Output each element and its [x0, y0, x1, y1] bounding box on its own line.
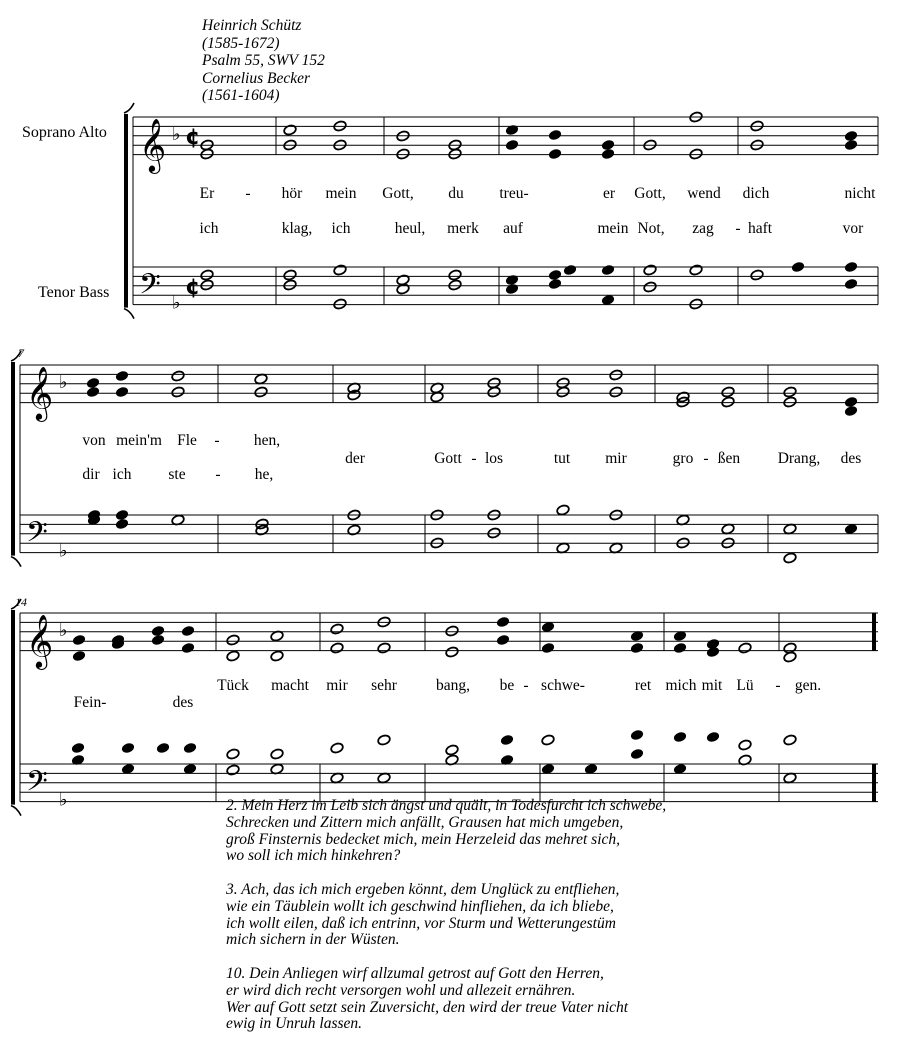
note-head [556, 386, 570, 398]
note-head [548, 129, 562, 141]
note-head [541, 642, 555, 654]
additional-verses [226, 798, 666, 1050]
note-head [783, 396, 797, 408]
verse-line: ewig in Unruh lassen. [226, 1015, 363, 1033]
note-head [643, 264, 657, 276]
composer-dates: (1585-1672) [202, 34, 280, 52]
note-head [844, 278, 858, 290]
note-head [445, 744, 459, 756]
note-head [738, 739, 752, 751]
note-head [121, 742, 135, 754]
note-head [844, 261, 858, 273]
voice-label-lower: Tenor Bass [38, 284, 110, 301]
lyric: der [345, 450, 365, 467]
bass-clef: 𝄢 [26, 516, 48, 557]
note-head [487, 386, 501, 398]
lyric: Gott, [634, 185, 666, 202]
note-head [226, 748, 240, 760]
note-head [844, 130, 858, 142]
note-head [601, 139, 615, 151]
treble-clef: 𝄞 [26, 613, 54, 668]
bass-clef: 𝄢 [26, 765, 48, 806]
note-head [448, 279, 462, 291]
note-head [706, 731, 720, 743]
note-head [71, 742, 85, 754]
note-head [496, 616, 510, 628]
note-head [445, 646, 459, 658]
lyric: gro [672, 450, 694, 467]
lyric: Fle [177, 432, 197, 449]
flat-key-signature: ♭ [59, 789, 68, 811]
note-head [396, 148, 410, 160]
lyric: ich [199, 220, 219, 237]
verse-line: mich sichern in der Wüsten. [226, 931, 400, 949]
note-head [115, 386, 129, 398]
lyric: mein [325, 185, 357, 202]
note-head [115, 509, 129, 521]
note-head [601, 264, 615, 276]
note-head [496, 634, 510, 646]
bracket-cap [124, 309, 134, 319]
time-signature: ¢ [185, 125, 201, 151]
lyric: von [82, 432, 106, 449]
note-head [115, 370, 129, 382]
lyric: auf [503, 220, 523, 237]
note-head [330, 742, 344, 754]
verse-2 [226, 798, 666, 865]
lyric: ich [112, 466, 132, 483]
lyric: mit [701, 677, 723, 694]
lyric: nicht [844, 185, 876, 202]
note-head [673, 642, 687, 654]
note-head [630, 729, 644, 741]
note-head [283, 269, 297, 281]
lyric: Fein- [73, 694, 107, 711]
lyric: ret [634, 677, 652, 694]
note-head [643, 281, 657, 293]
note-head [505, 139, 519, 151]
note-head [151, 625, 165, 637]
flat-key-signature: ♭ [172, 123, 181, 145]
note-head [505, 274, 519, 286]
note-head [270, 748, 284, 760]
verse-line: groß Finsternis bedecket mich, mein Herzeleid das mehret sich, [226, 830, 621, 848]
note-head [86, 386, 100, 398]
note-head [183, 742, 197, 754]
time-signature: ¢ [185, 275, 201, 301]
lyric: treu- [499, 185, 529, 202]
verse-line: wie ein Täublein wollt ich geschwind hinfliehen, da ich bliebe, [226, 897, 614, 915]
note-head [844, 396, 858, 408]
note-head [738, 642, 752, 654]
lyric: Gott, [382, 185, 414, 202]
note-head [283, 279, 297, 291]
note-head [226, 764, 240, 776]
note-head [72, 650, 86, 662]
lyric: sehr [371, 677, 397, 694]
note-head [200, 279, 214, 291]
lyric: er [602, 185, 616, 202]
note-head [556, 504, 570, 516]
note-head [226, 650, 240, 662]
poet-name: Cornelius Becker [202, 69, 311, 87]
note-head [783, 734, 797, 746]
lyric: Lü [736, 677, 754, 694]
note-head [689, 264, 703, 276]
lyric: mir [605, 450, 627, 467]
note-head [487, 527, 501, 539]
lyric: schwe- [541, 677, 585, 694]
lyric: ich [331, 220, 351, 237]
note-head [181, 625, 195, 637]
verse-line: er wird dich recht versorgen wohl und allezeit ernähren. [226, 981, 576, 999]
lyric: ßen [717, 450, 741, 467]
note-head [630, 748, 644, 760]
note-head [181, 642, 195, 654]
note-head [377, 734, 391, 746]
lyric: haft [747, 220, 773, 237]
lyric: vor [842, 220, 864, 237]
lyric: dich [742, 185, 770, 202]
flat-key-signature: ♭ [59, 540, 68, 562]
note-head [505, 283, 519, 295]
bracket-cap [11, 557, 21, 567]
note-head [505, 124, 519, 136]
note-head [445, 625, 459, 637]
note-head [673, 731, 687, 743]
lyric: be [499, 677, 515, 694]
verse-line: Schrecken und Zittern mich anfällt, Grausen hat mich umgeben, [226, 813, 624, 831]
note-head [563, 264, 577, 276]
note-head [721, 386, 735, 398]
lyric: wend [687, 185, 721, 202]
note-head [151, 634, 165, 646]
note-head [750, 269, 764, 281]
note-head [630, 642, 644, 654]
lyric: ste [168, 466, 186, 483]
work-title: Psalm 55, SWV 152 [202, 52, 325, 70]
lyric: Gott [434, 450, 462, 467]
note-head [548, 278, 562, 290]
lyric: gen. [794, 677, 822, 694]
note-head [448, 269, 462, 281]
note-head [86, 377, 100, 389]
lyric: mein [597, 220, 629, 237]
verse-line: 3. Ach, das ich mich ergeben könnt, dem Unglück zu entfliehen, [226, 880, 620, 898]
note-head [609, 386, 623, 398]
measure-number-14: 14 [15, 595, 27, 609]
lyric: macht [271, 677, 309, 694]
note-head [171, 386, 185, 398]
flat-key-signature: ♭ [59, 371, 68, 393]
note-head [609, 369, 623, 381]
lyric-hyphen: - [703, 450, 709, 467]
lyric: des [172, 694, 194, 711]
verse-line: Wer auf Gott setzt sein Zuversicht, den wird der treue Vater nicht [226, 998, 629, 1016]
lyric: klag, [281, 220, 313, 237]
bracket-cap [11, 806, 21, 816]
lyric: dir [82, 466, 100, 483]
note-head [226, 634, 240, 646]
lyric: hen, [253, 432, 281, 449]
note-head [791, 261, 805, 273]
note-head [156, 742, 170, 754]
lyric: tut [553, 450, 571, 467]
note-head [396, 283, 410, 295]
measure-number-7: 7 [18, 346, 24, 360]
lyric-hyphen: - [735, 220, 741, 237]
note-head [689, 298, 703, 310]
lyric: heul, [394, 220, 426, 237]
lyric: merk [447, 220, 479, 237]
note-head [783, 386, 797, 398]
lyric-hyphen: - [775, 677, 781, 694]
note-head [601, 148, 615, 160]
lyric: mir [326, 677, 348, 694]
note-head [270, 650, 284, 662]
verse-line: wo soll ich mich hinkehren? [226, 847, 401, 865]
verse-line: 10. Dein Anliegen wirf allzumal getrost auf Gott den Herren, [226, 964, 604, 982]
composer-name: Heinrich Schütz [202, 17, 302, 34]
lyric: Er [199, 185, 215, 202]
lyric-hyphen: - [214, 432, 220, 449]
lyric: Not, [637, 220, 665, 237]
lyric: zag [692, 220, 714, 237]
lyric: Tück [217, 677, 249, 694]
verse-line: 2. Mein Herz im Leib sich ängst und quält, in Todesfurcht ich schwebe, [226, 797, 667, 814]
note-head [330, 642, 344, 654]
lyric: hör [281, 185, 303, 202]
note-head [333, 298, 347, 310]
lyric: des [840, 450, 862, 467]
note-head [377, 642, 391, 654]
note-head [171, 370, 185, 382]
note-head [721, 396, 735, 408]
note-head [115, 518, 129, 530]
note-head [706, 646, 720, 658]
treble-clef: 𝄞 [26, 365, 54, 420]
verse-10 [226, 966, 666, 1033]
note-head [689, 148, 703, 160]
voice-label-upper: Soprano Alto [22, 124, 107, 141]
note-head [541, 734, 555, 746]
note-head [200, 148, 214, 160]
lyric: bang, [435, 677, 471, 694]
note-head [448, 148, 462, 160]
note-head [254, 386, 268, 398]
note-head [548, 269, 562, 281]
note-head [200, 269, 214, 281]
lyric: Drang, [777, 450, 821, 467]
lyric-hyphen: - [523, 677, 529, 694]
bracket-cap [124, 103, 134, 113]
verse-line: ich wollt eilen, daß ich entrinn, vor Sturm und Wetterungestüm [226, 914, 616, 932]
note-head [333, 264, 347, 276]
lyric: he, [254, 466, 274, 483]
verse-3 [226, 882, 666, 949]
bracket-cap [11, 599, 21, 609]
bass-clef: 𝄢 [139, 268, 161, 309]
note-head [548, 148, 562, 160]
lyric: mich [665, 677, 697, 694]
note-head [783, 552, 797, 564]
note-head [72, 634, 86, 646]
lyric-hyphen: - [215, 466, 221, 483]
note-head [844, 405, 858, 417]
lyric: los [484, 450, 504, 467]
note-head [844, 139, 858, 151]
note-head [500, 734, 514, 746]
note-head [283, 124, 297, 136]
flat-key-signature: ♭ [172, 292, 181, 314]
lyric: mein'm [116, 432, 162, 449]
treble-clef: 𝄞 [139, 117, 167, 172]
bracket-cap [11, 351, 21, 361]
lyric: du [448, 185, 464, 202]
lyric-hyphen: - [471, 450, 477, 467]
note-head [783, 651, 797, 663]
lyric-hyphen: - [245, 185, 251, 202]
note-head [330, 623, 344, 635]
flat-key-signature: ♭ [59, 619, 68, 641]
poet-dates: (1561-1604) [202, 87, 280, 105]
